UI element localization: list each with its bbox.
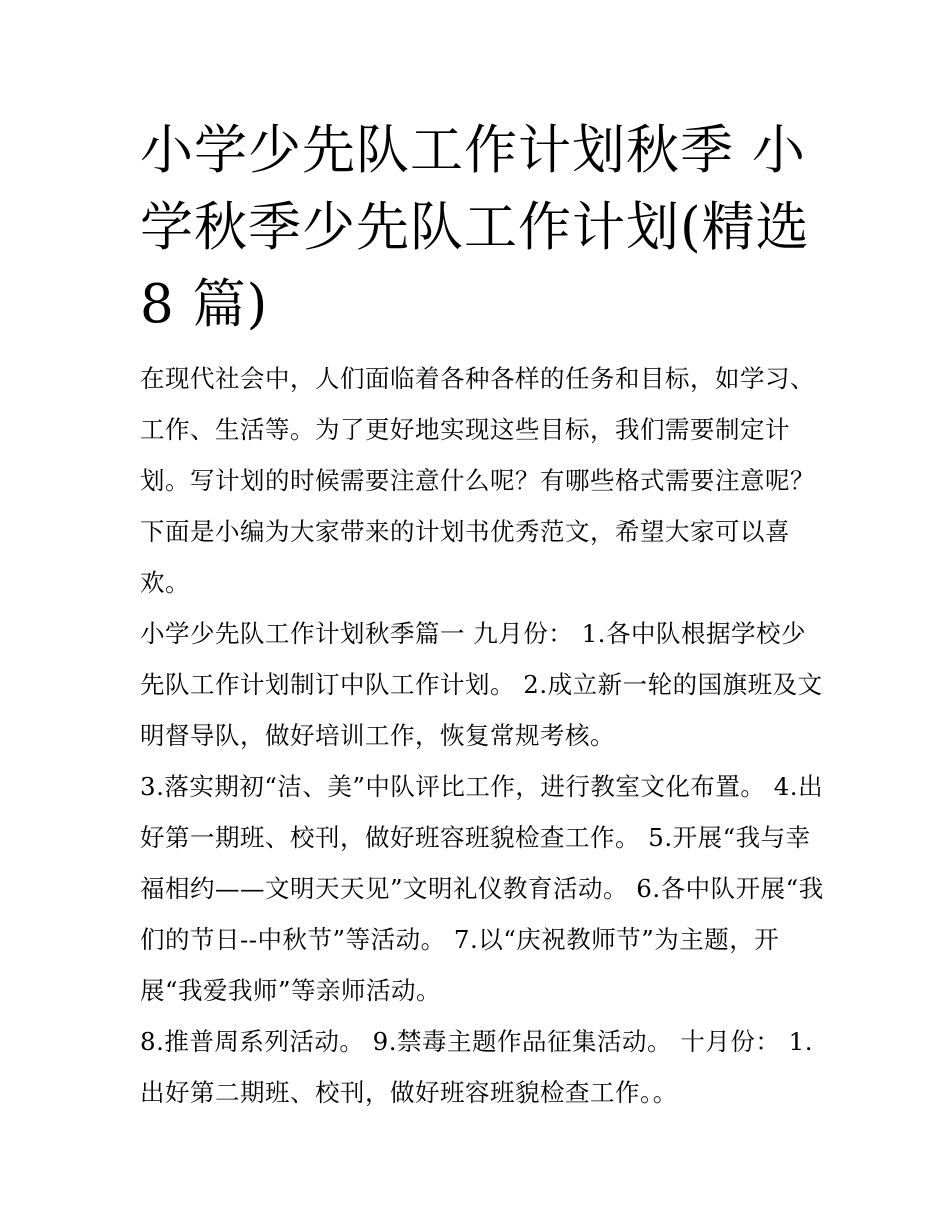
october-plan-paragraph: 8.推普周系列活动。 9.禁毒主题作品征集活动。 十月份： 1.出好第二期班、校刊，做好班容班貌检查工作。。 xyxy=(140,1027,813,1107)
activities-paragraph: 3.落实期初“洁、美”中队评比工作，进行教室文化布置。 4.出好第一期班、校刊，做好班容班貌检查工作。 5.开展“我与幸福相约——文明天天见”文明礼仪教育活动。 6.各中队开展“我们的节日--中秋节”等活动。 7.以“庆祝教师节”为主题，开展“我爱我师”等亲师活动。 xyxy=(140,772,824,1005)
september-plan-paragraph: 小学少先队工作计划秋季篇一 九月份： 1.各中队根据学校少先队工作计划制订中队工作计划。 2.成立新一轮的国旗班及文明督导队，做好培训工作，恢复常规考核。 xyxy=(140,619,823,750)
document-title: 小学少先队工作计划秋季 小学秋季少先队工作计划(精选 8 篇) xyxy=(140,120,810,335)
intro-paragraph: 在现代社会中，人们面临着各种各样的任务和目标，如学习、工作、生活等。为了更好地实现这些目标，我们需要制定计划。写计划的时候需要注意什么呢？有哪些格式需要注意呢？下面是小编为大家带来的计划书优秀范文，希望大家可以喜欢。 xyxy=(140,364,815,597)
document-body xyxy=(140,353,830,1118)
